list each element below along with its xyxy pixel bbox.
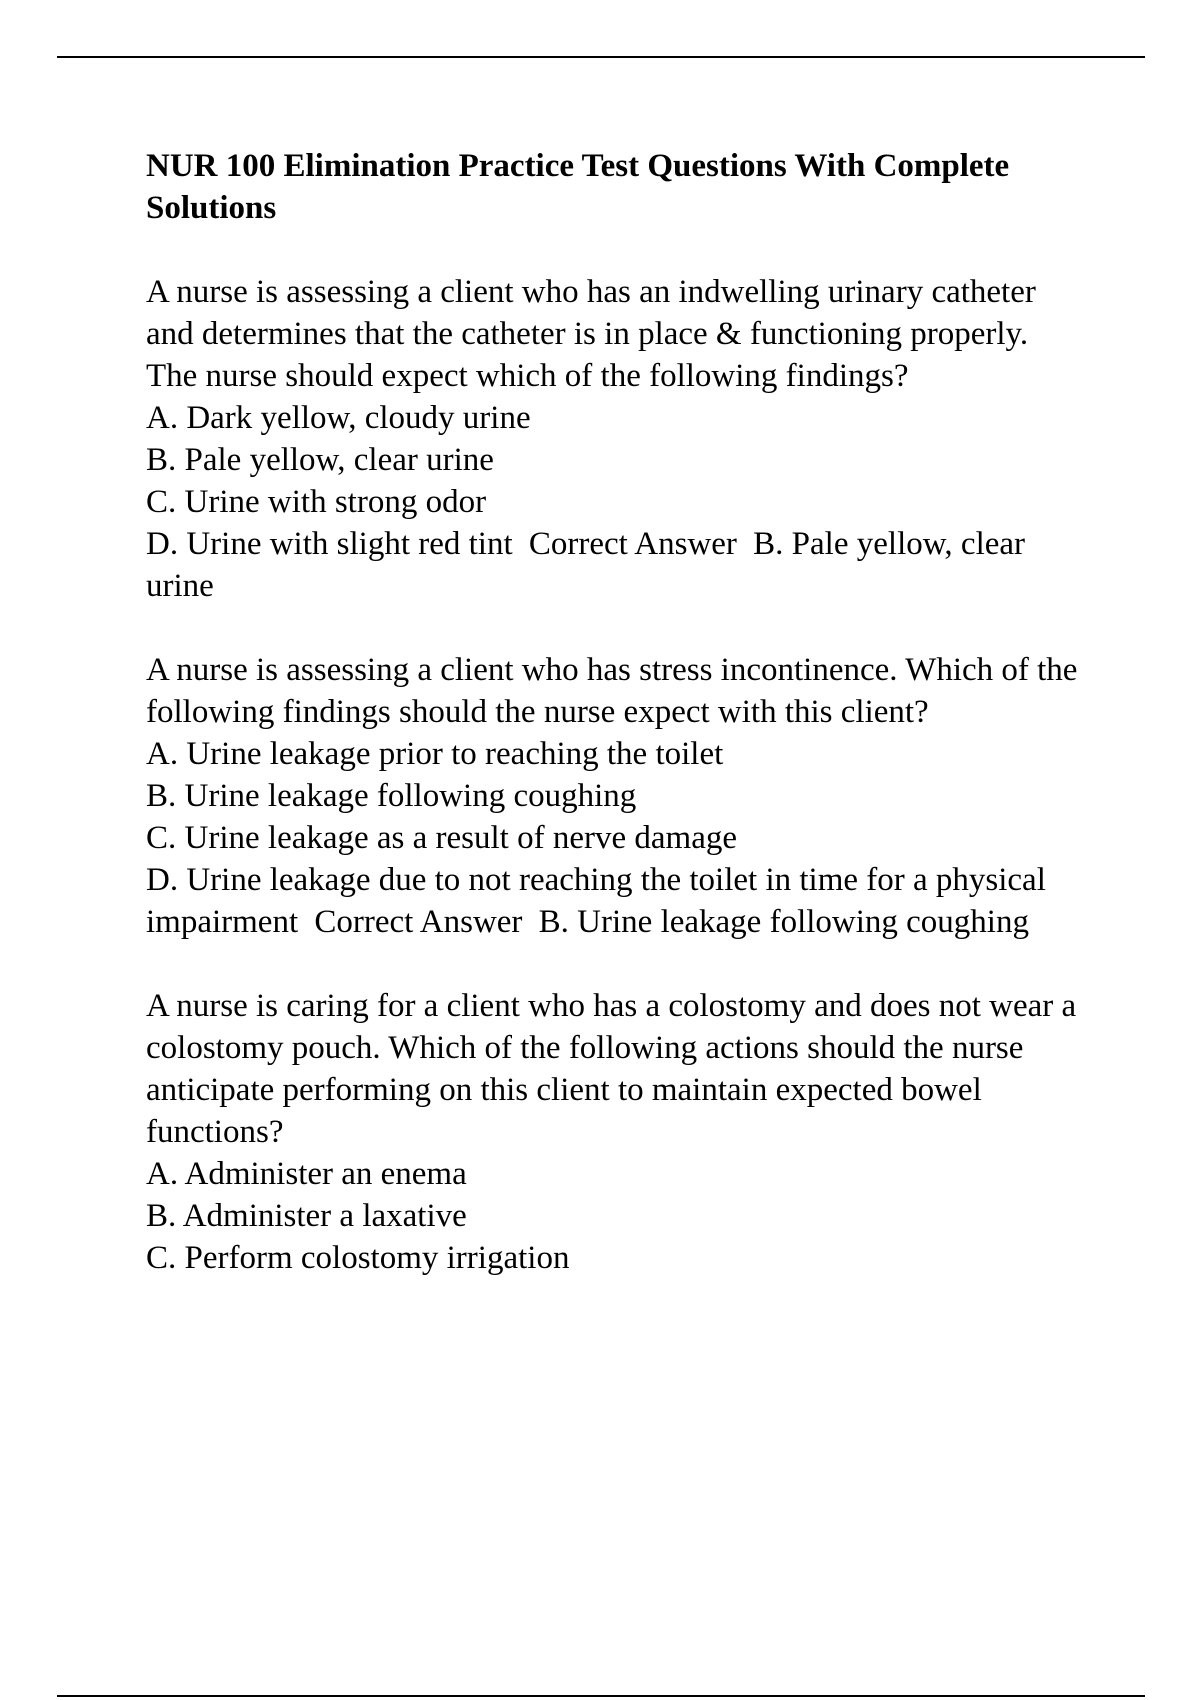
answer-option: A. Dark yellow, cloudy urine xyxy=(146,400,531,436)
question-3 xyxy=(146,985,1086,1279)
answer-option: B. Urine leakage following coughing xyxy=(146,778,637,814)
correct-answer-label: Correct Answer xyxy=(314,904,523,940)
answer-option: C. Urine leakage as a result of nerve damage xyxy=(146,820,737,856)
document-page xyxy=(146,145,1086,1279)
last-option-with-answer xyxy=(146,859,1086,943)
answer-option: D. Urine leakage due to not reaching the toilet in time for a physical impairment xyxy=(146,862,1046,940)
answer-option: A. Administer an enema xyxy=(146,1156,467,1192)
answer-option: C. Perform colostomy irrigation xyxy=(146,1240,570,1276)
question-stem: A nurse is assessing a client who has stress incontinence. Which of the following findings should the nurse expect with this client? xyxy=(146,652,1078,730)
answer-option: B. Pale yellow, clear urine xyxy=(146,442,494,478)
last-option-with-answer xyxy=(146,523,1086,607)
answer-option: D. Urine with slight red tint xyxy=(146,526,513,562)
correct-answer: B. Pale yellow, clear urine xyxy=(146,526,1026,604)
question-2 xyxy=(146,649,1086,943)
answer-option: A. Urine leakage prior to reaching the toilet xyxy=(146,736,724,772)
question-stem: A nurse is caring for a client who has a colostomy and does not wear a colostomy pouch. Which of the following actions should the nurse anticipate performing on this client to maintain expected bowel functions? xyxy=(146,988,1077,1150)
answer-option: C. Urine with strong odor xyxy=(146,484,487,520)
correct-answer: B. Urine leakage following coughing xyxy=(538,904,1029,940)
bottom-divider xyxy=(57,1695,1145,1697)
top-divider xyxy=(57,56,1145,58)
correct-answer-label: Correct Answer xyxy=(528,526,737,562)
document-title: NUR 100 Elimination Practice Test Questions With Complete Solutions xyxy=(146,148,1010,226)
question-1 xyxy=(146,271,1086,607)
question-stem: A nurse is assessing a client who has an indwelling urinary catheter and determines that the catheter is in place & functioning properly. The nurse should expect which of the following findings? xyxy=(146,274,1036,394)
answer-option: B. Administer a laxative xyxy=(146,1198,467,1234)
